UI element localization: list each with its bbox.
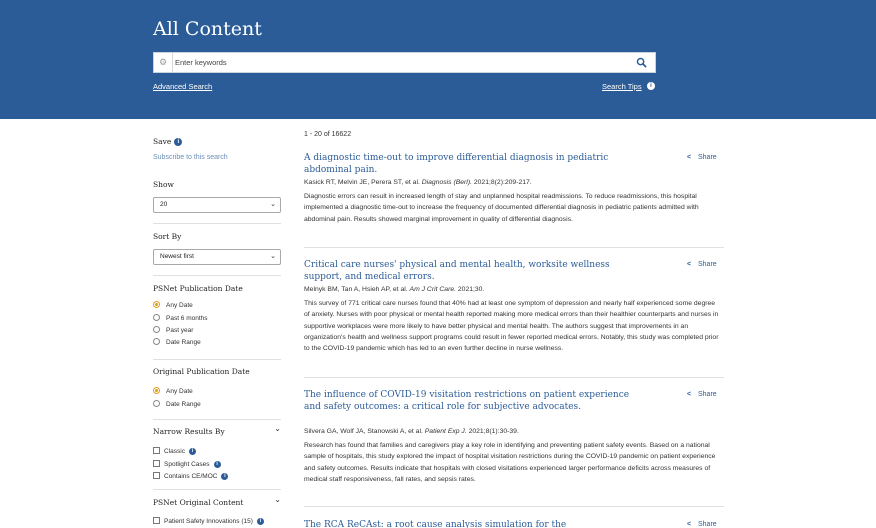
- sort-select[interactable]: [153, 249, 281, 265]
- radio-any-date[interactable]: [153, 387, 193, 395]
- show-heading: Show: [153, 180, 174, 189]
- subscribe-link[interactable]: Subscribe to this search: [153, 154, 228, 161]
- citation-journal: Diagnosis (Berl).: [421, 179, 472, 186]
- radio-button[interactable]: [153, 387, 160, 394]
- save-heading: [153, 137, 182, 146]
- save-label: Save: [153, 137, 172, 146]
- radio-date-range[interactable]: [153, 338, 201, 346]
- psnet-date-heading: PSNet Publication Date: [153, 284, 243, 293]
- divider: [153, 223, 281, 224]
- citation-journal: Patient Exp J.: [424, 428, 467, 435]
- citation-pub: 2021;30.: [457, 286, 485, 293]
- gear-icon[interactable]: ⚙: [154, 53, 173, 72]
- info-icon[interactable]: i: [189, 448, 196, 455]
- result-abstract: Research has found that families and caregivers play a key role in identifying and preventing patient safety events. Based on a national sample of hospitals, this study explored the impact of hospital visitation restrictions during the COVID-19 pandemic on patient experience and safety outcomes. Results indicate that hospitals with closed visitations experienced larger performance deficits across measures of medical staff responsiveness, fall rates, and sepsis rates.: [304, 442, 716, 483]
- info-icon[interactable]: i: [174, 138, 182, 146]
- search-tips-link[interactable]: Search Tips: [602, 82, 642, 91]
- sort-heading: Sort By: [153, 232, 182, 241]
- page-title: All Content: [153, 18, 262, 40]
- checkbox-label: Contains CE/MOC: [164, 473, 218, 480]
- result-title-link[interactable]: A diagnostic time-out to improve differential diagnosis in pediatric abdominal pain.: [304, 153, 609, 175]
- result-citation: [304, 428, 519, 435]
- share-button[interactable]: [687, 391, 717, 398]
- radio-date-range[interactable]: [153, 400, 201, 408]
- checkbox-label: Spotlight Cases: [164, 461, 210, 468]
- checkbox[interactable]: [153, 447, 160, 454]
- checkbox-patient-safety-innovations[interactable]: [153, 517, 264, 525]
- info-icon[interactable]: i: [221, 473, 228, 480]
- result-title-link[interactable]: The RCA ReCAst: a root cause analysis simulation for the: [304, 520, 567, 528]
- radio-label: Date Range: [166, 339, 201, 346]
- advanced-search-link[interactable]: Advanced Search: [153, 82, 213, 91]
- share-icon: <: [687, 261, 692, 268]
- show-select[interactable]: [153, 197, 281, 213]
- search-icon[interactable]: [636, 57, 647, 68]
- result-title-link[interactable]: The influence of COVID-19 visitation restrictions on patient experience and safety outcomes: a critical role for subjective advocates.: [304, 390, 630, 412]
- radio-label: Any Date: [166, 302, 193, 309]
- result-abstract: This survey of 771 critical care nurses found that 40% had at least one symptom of depression and nearly half experienced some degree of anxiety. Nurses with poor physical or mental health reported making more medical errors than their healthier counterparts and nurses in supportive workplaces were more likely to have better physical and mental health. The authors suggest that improvements in an organization's health and wellness support programs could result in fewer reported medical errors. Notably, this study was completed prior to the COVID-19 pandemic which has led to an even further decline in nurse wellness.: [304, 300, 719, 353]
- share-button[interactable]: [687, 521, 717, 528]
- divider: [304, 506, 724, 507]
- citation-journal: Am J Crit Care.: [409, 286, 456, 293]
- divider: [153, 359, 281, 360]
- share-icon: <: [687, 391, 692, 398]
- share-label: Share: [698, 521, 717, 528]
- checkbox-label: Classic: [164, 448, 185, 455]
- info-icon[interactable]: i: [214, 461, 221, 468]
- radio-label: Past 6 months: [166, 315, 208, 322]
- checkbox[interactable]: [153, 472, 160, 479]
- share-label: Share: [698, 261, 717, 268]
- radio-button[interactable]: [153, 314, 160, 321]
- citation-authors: Melnyk BM, Tan A, Hsieh AP, et al.: [304, 286, 408, 293]
- divider: [304, 247, 724, 248]
- radio-label: Any Date: [166, 388, 193, 395]
- checkbox[interactable]: [153, 460, 160, 467]
- checkbox[interactable]: [153, 517, 160, 524]
- share-button[interactable]: [687, 261, 717, 268]
- checkbox-ce-moc[interactable]: [153, 472, 228, 480]
- narrow-heading: Narrow Results By: [153, 427, 225, 436]
- citation-pub: 2021;8(2):209-217.: [473, 179, 532, 186]
- search-bar: [153, 52, 656, 73]
- chevron-down-icon: ⌄: [270, 201, 276, 208]
- divider: [153, 419, 281, 420]
- radio-label: Date Range: [166, 401, 201, 408]
- info-icon[interactable]: i: [257, 518, 264, 525]
- result-abstract: Diagnostic errors can result in increased length of stay and unplanned hospital readmissions. To reduce readmissions, this hospital implemented a diagnostic time-out to increase the frequency of documented differential diagnosis in pediatric patients admitted with abdominal pain. Results showed marginal improvement in quality of differential diagnosis.: [304, 193, 699, 223]
- result-citation: [304, 179, 532, 186]
- citation-authors: Silvera GA, Wolf JA, Stanowski A, et al.: [304, 428, 423, 435]
- divider: [153, 489, 281, 490]
- share-label: Share: [698, 391, 717, 398]
- radio-any-date[interactable]: [153, 301, 193, 309]
- chevron-down-icon: ⌄: [270, 253, 276, 260]
- share-button[interactable]: [687, 154, 717, 161]
- radio-button[interactable]: [153, 400, 160, 407]
- radio-label: Past year: [166, 327, 194, 334]
- share-icon: <: [687, 521, 692, 528]
- result-count: 1 - 20 of 16622: [304, 131, 352, 138]
- citation-pub: 2021;8(1):30-39.: [468, 428, 519, 435]
- divider: [153, 275, 281, 276]
- radio-past-year[interactable]: [153, 326, 193, 334]
- checkbox-spotlight-cases[interactable]: [153, 460, 221, 468]
- original-date-heading: Original Publication Date: [153, 367, 250, 376]
- citation-authors: Kasick RT, Melvin JE, Perera ST, et al.: [304, 179, 420, 186]
- result-title-link[interactable]: Critical care nurses' physical and mental health, worksite wellness support, and medical errors.: [304, 260, 610, 282]
- psnet-original-heading: PSNet Original Content: [153, 498, 244, 507]
- radio-past-6-months[interactable]: [153, 314, 208, 322]
- share-label: Share: [698, 154, 717, 161]
- radio-button[interactable]: [153, 301, 160, 308]
- page-banner: [0, 0, 876, 119]
- show-select-value: 20: [160, 201, 168, 208]
- checkbox-classic[interactable]: [153, 447, 196, 455]
- checkbox-label: Patient Safety Innovations (15): [164, 518, 253, 525]
- sort-select-value: Newest first: [160, 253, 194, 260]
- radio-button[interactable]: [153, 338, 160, 345]
- result-citation: [304, 286, 484, 293]
- chevron-down-icon[interactable]: ⌄: [274, 495, 281, 504]
- divider: [304, 377, 724, 378]
- chevron-down-icon[interactable]: ⌄: [274, 424, 281, 433]
- search-input[interactable]: [174, 53, 629, 72]
- share-icon: <: [687, 154, 692, 161]
- info-icon: i: [647, 82, 655, 90]
- radio-button[interactable]: [153, 326, 160, 333]
